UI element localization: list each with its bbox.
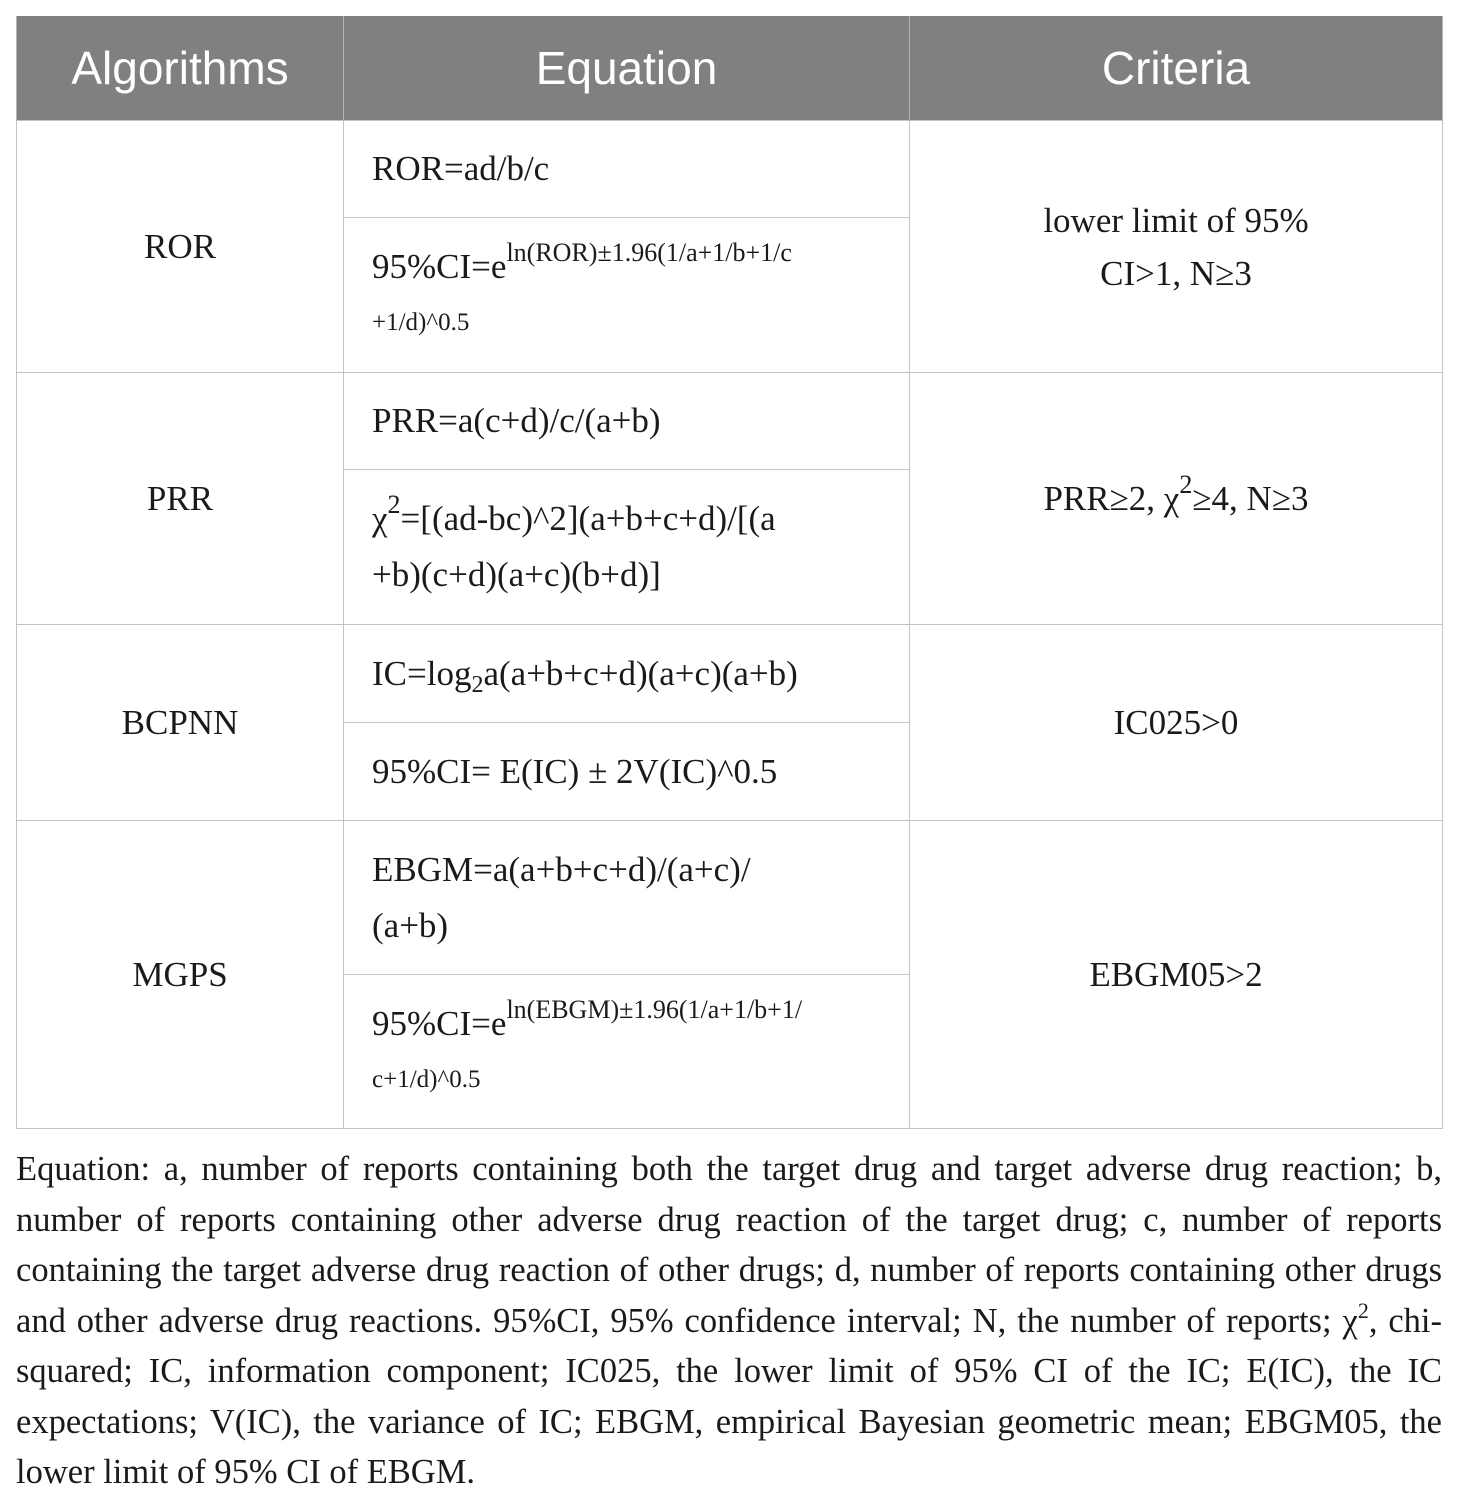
table-container (16, 16, 1442, 1129)
criteria-mgps: EBGM05>2 (910, 821, 1443, 1129)
equation-bcpnn: $IC=\log_2a(a+b+c+d)(a+c)(a+b)$ (344, 625, 910, 723)
algorithm-mgps: MGPS (17, 821, 344, 1129)
equation-mgps: EBGM=a(a+b+c+d)/(a+c)/ (a+b) (344, 821, 910, 975)
criteria-ror: lower limit of 95% CI>1, N≥3 (910, 121, 1443, 373)
header-criteria: Criteria (910, 16, 1443, 121)
algorithm-ror: ROR (17, 121, 344, 373)
table-row-mgps (17, 821, 1443, 975)
table-row-ror (17, 121, 1443, 218)
algorithm-bcpnn: BCPNN (17, 625, 344, 821)
header-algorithms: Algorithms (17, 16, 344, 121)
algorithm-prr: PRR (17, 373, 344, 625)
equation-mgps-ci: $95\%CI=e^{ln(EBGM)\pm 1.96(1/a+1/b+1/}$ c+1/d)^0.5 (344, 975, 910, 1129)
algorithms-table (16, 16, 1443, 1129)
table-header-row (17, 16, 1443, 121)
equation-prr-chi: $\chi^2=[(ad-bc)\^{}2](a+b+c+d)/[(a$ +b)(c+d)(a+c)(b+d)] (344, 470, 910, 625)
equation-prr: PRR=a(c+d)/c/(a+b) (344, 373, 910, 470)
equation-ror-ci: $95\%CI=e^{ln(ROR)\pm 1.96(1/a+1/b+1/c}$ +1/d)^0.5 (344, 218, 910, 373)
table-footnote: Equation: a, number of reports containing both the target drug and target adverse drug reaction; b, number of reports containing other adverse drug reaction of the target drug; c, number of reports containing the target adverse drug reaction of other drugs; d, number of reports containing other drugs and other adverse drug reactions. 95%CI, 95% confidence interval; N, the number of reports; $\chi^2$, chi-squared; IC, information component; IC025, the lower limit of 95% CI of the IC; E(IC), the IC expectations; V(IC), the variance of IC; EBGM, empirical Bayesian geometric mean; EBGM05, the lower limit of 95% CI of EBGM. (16, 1150, 1443, 1491)
criteria-bcpnn: IC025>0 (910, 625, 1443, 821)
equation-ror: ROR=ad/b/c (344, 121, 910, 218)
table-row-prr (17, 373, 1443, 470)
table-row-bcpnn (17, 625, 1443, 723)
equation-bcpnn-ci: 95%CI= E(IC) ± 2V(IC)^0.5 (344, 723, 910, 821)
criteria-prr: PRR≥2, $\chi^2\ge 4$, N≥3 (910, 373, 1443, 625)
header-equation: Equation (344, 16, 910, 121)
